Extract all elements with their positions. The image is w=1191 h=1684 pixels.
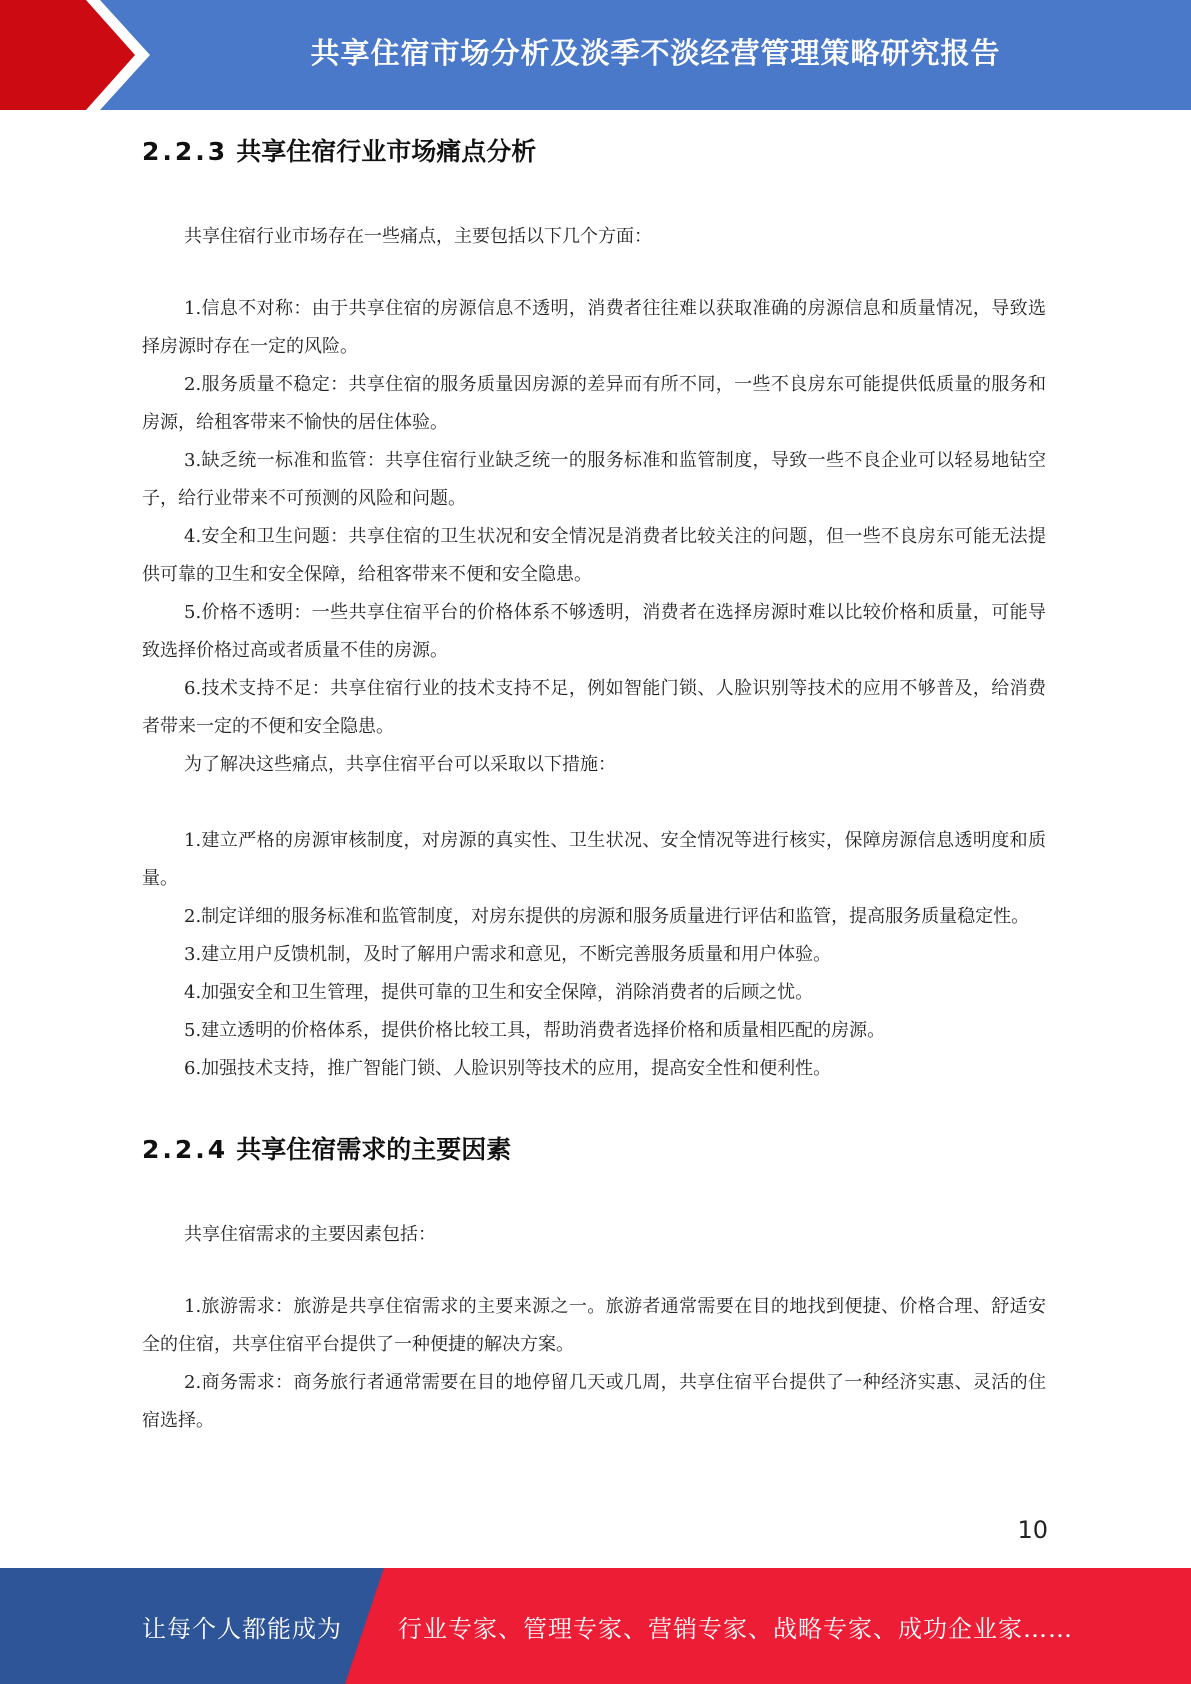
section-number: 2.2.3	[142, 137, 229, 166]
pain-point-item: 3.缺乏统一标准和监管：共享住宿行业缺乏统一的服务标准和监管制度，导致一些不良企业可以轻易地钻空子，给行业带来不可预测的风险和问题。	[142, 450, 1046, 509]
section-number: 2.2.4	[142, 1135, 229, 1164]
footer-slogan-right: 行业专家、管理专家、营销专家、战略专家、成功企业家……	[398, 1614, 1073, 1643]
page-content	[142, 120, 1046, 1440]
measure-item: 4.加强安全和卫生管理，提供可靠的卫生和安全保障，消除消费者的后顾之忧。	[184, 982, 814, 1003]
section-title: 共享住宿行业市场痛点分析	[236, 137, 537, 166]
section-intro: 共享住宿行业市场存在一些痛点，主要包括以下几个方面：	[184, 226, 652, 247]
measure-item: 6.加强技术支持，推广智能门锁、人脸识别等技术的应用，提高安全性和便利性。	[184, 1058, 832, 1079]
measure-item: 3.建立用户反馈机制，及时了解用户需求和意见，不断完善服务质量和用户体验。	[184, 944, 832, 965]
pain-point-item: 1.信息不对称：由于共享住宿的房源信息不透明，消费者往往难以获取准确的房源信息和质量情况，导致选择房源时存在一定的风险。	[142, 298, 1046, 357]
section-heading-2-2-3	[142, 132, 1046, 168]
section-title: 共享住宿需求的主要因素	[236, 1135, 512, 1164]
pain-point-item: 4.安全和卫生问题：共享住宿的卫生状况和安全情况是消费者比较关注的问题，但一些不良房东可能无法提供可靠的卫生和安全保障，给租客带来不便和安全隐患。	[142, 526, 1046, 585]
page-header	[0, 0, 1191, 110]
section-intro: 共享住宿需求的主要因素包括：	[184, 1224, 436, 1245]
demand-factor-item: 1.旅游需求：旅游是共享住宿需求的主要来源之一。旅游者通常需要在目的地找到便捷、价格合理、舒适安全的住宿，共享住宿平台提供了一种便捷的解决方案。	[142, 1296, 1046, 1355]
page-number: 10	[1017, 1516, 1048, 1544]
measures-intro: 为了解决这些痛点，共享住宿平台可以采取以下措施：	[184, 754, 616, 775]
demand-factor-item: 2.商务需求：商务旅行者通常需要在目的地停留几天或几周，共享住宿平台提供了一种经济实惠、灵活的住宿选择。	[142, 1372, 1046, 1431]
pain-point-item: 2.服务质量不稳定：共享住宿的服务质量因房源的差异而有所不同，一些不良房东可能提供低质量的服务和房源，给租客带来不愉快的居住体验。	[142, 374, 1046, 433]
footer-slogan-left: 让每个人都能成为	[142, 1614, 342, 1643]
measure-item: 1.建立严格的房源审核制度，对房源的真实性、卫生状况、安全情况等进行核实，保障房源信息透明度和质量。	[142, 830, 1046, 889]
header-chevron-decoration	[0, 0, 160, 110]
section-heading-2-2-4	[142, 1130, 1046, 1166]
pain-point-item: 5.价格不透明：一些共享住宿平台的价格体系不够透明，消费者在选择房源时难以比较价格和质量，可能导致选择价格过高或者质量不佳的房源。	[142, 602, 1046, 661]
measure-item: 5.建立透明的价格体系，提供价格比较工具，帮助消费者选择价格和质量相匹配的房源。	[184, 1020, 886, 1041]
pain-point-item: 6.技术支持不足：共享住宿行业的技术支持不足，例如智能门锁、人脸识别等技术的应用不够普及，给消费者带来一定的不便和安全隐患。	[142, 678, 1046, 737]
measure-item: 2.制定详细的服务标准和监管制度，对房东提供的房源和服务质量进行评估和监管，提高服务质量稳定性。	[184, 906, 1030, 927]
report-title: 共享住宿市场分析及淡季不淡经营管理策略研究报告	[310, 35, 1001, 70]
page-footer	[0, 1568, 1191, 1684]
